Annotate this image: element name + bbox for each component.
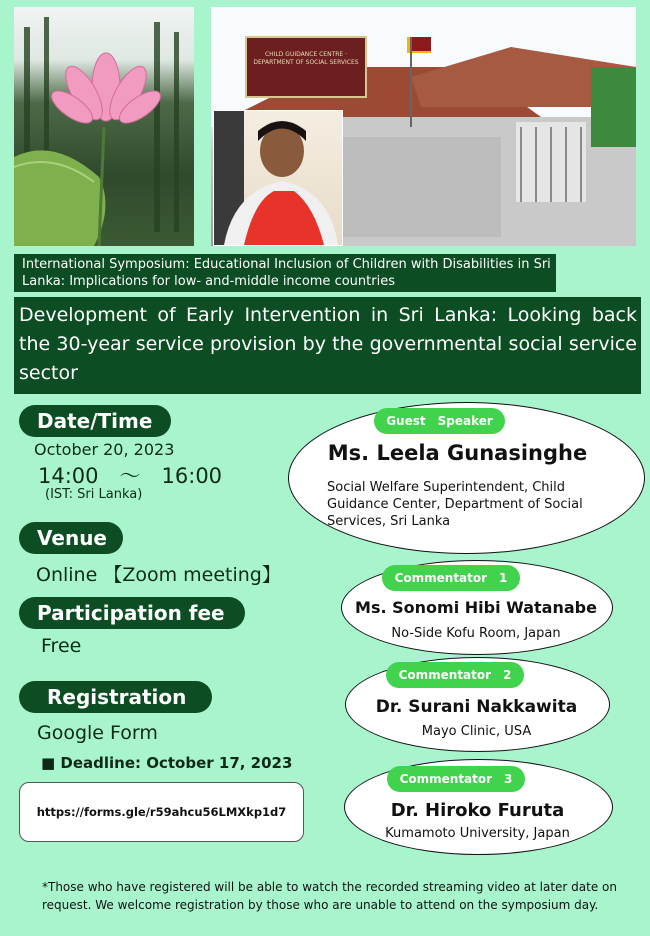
registration-url-link[interactable]: https://forms.gle/r59ahcu56LMXkp1d7	[19, 782, 304, 842]
symposium-title: International Symposium: Educational Inclusion of Children with Disabilities in Sri Lanka: Implications for low- and-middle income countries	[14, 254, 556, 292]
event-date: October 20, 2023	[34, 440, 175, 459]
commentator-3-tag: Commentator 3	[387, 766, 525, 792]
event-time: 14:00 ～ 16:00	[38, 464, 223, 488]
guest-speaker-name: Ms. Leela Gunasinghe	[327, 441, 588, 465]
commentator-1-tag: Commentator 1	[382, 565, 520, 591]
venue-value: Online 【Zoom meeting】	[36, 564, 281, 586]
guest-speaker-affiliation: Social Welfare Superintendent, Child Guidance Center, Department of Social Services, Sri Lanka	[327, 480, 583, 529]
registration-label: Registration	[19, 681, 212, 713]
participation-fee-label: Participation fee	[19, 597, 245, 629]
registration-deadline: ■ Deadline: October 17, 2023	[41, 754, 293, 772]
building-sign-text: CHILD GUIDANCE CENTRE · DEPARTMENT OF SOCIAL SERVICES	[253, 51, 359, 66]
date-time-label: Date/Time	[19, 405, 171, 437]
event-timezone: (IST: Sri Lanka)	[45, 487, 143, 502]
commentator-1-name: Ms. Sonomi Hibi Watanabe	[355, 598, 597, 617]
commentator-2-tag: Commentator 2	[386, 662, 524, 688]
talk-title: Development of Early Intervention in Sri Lanka: Looking back the 30-year service provision by the governmental social service sector	[14, 297, 641, 394]
commentator-2-name: Dr. Surani Nakkawita	[375, 697, 578, 717]
lotus-photo	[14, 7, 194, 246]
speaker-portrait-photo	[213, 110, 343, 246]
footnote: *Those who have registered will be able to watch the recorded streaming video at later date on request. We welcome registration by those who are unable to attend on the symposium day.	[42, 880, 617, 912]
commentator-3-affiliation: Kumamoto University, Japan	[385, 826, 570, 841]
commentator-2-affiliation: Mayo Clinic, USA	[421, 724, 532, 739]
venue-label: Venue	[19, 522, 123, 554]
commentator-1-affiliation: No-Side Kofu Room, Japan	[391, 626, 561, 641]
registration-method: Google Form	[37, 722, 158, 744]
participation-fee-value: Free	[41, 635, 82, 657]
guest-speaker-tag: Guest Speaker	[374, 408, 505, 434]
commentator-3-name: Dr. Hiroko Furuta	[390, 800, 565, 821]
